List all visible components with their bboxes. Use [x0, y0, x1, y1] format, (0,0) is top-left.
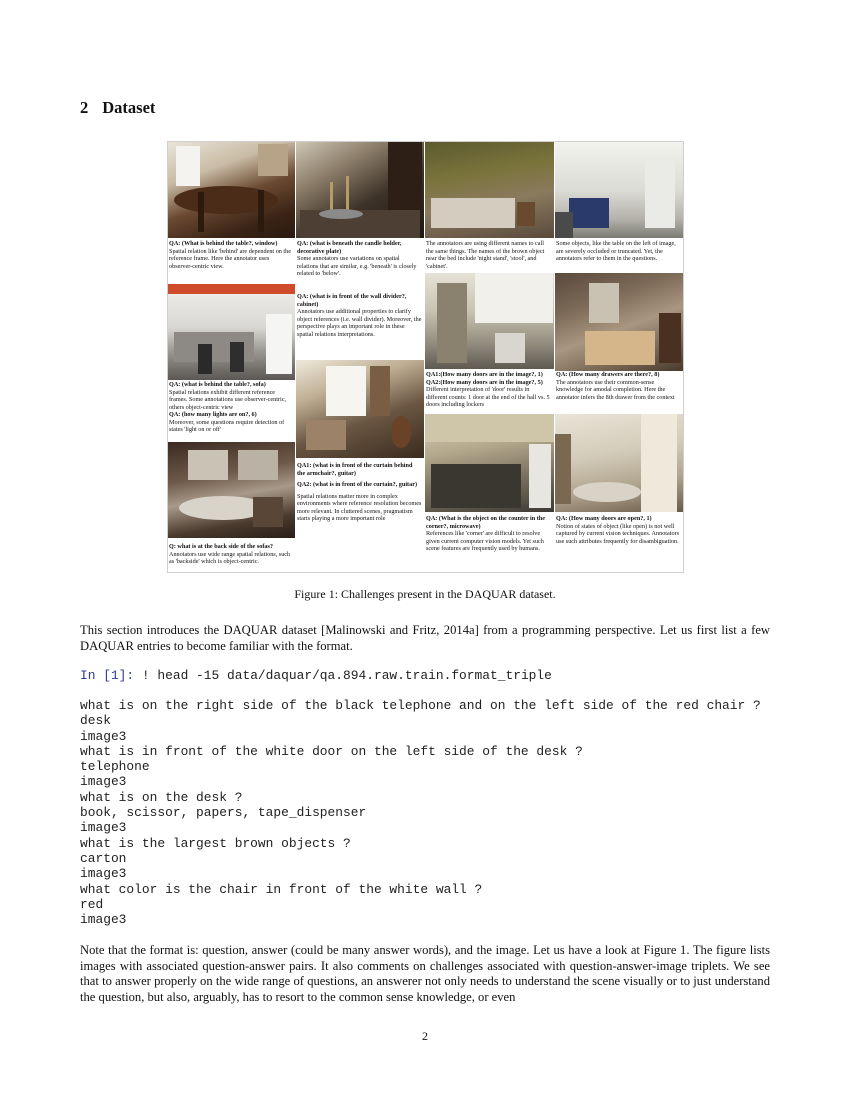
note-paragraph: Note that the format is: question, answer (could be many answer words), and the image. Let us have a look at Figure 1. The figure lists images with associated question-answer pairs. It also comments on challenges associated with question-answer-image triplets. We see that to answer properly on the wide range of questions, an answerer not only needs to understand the scene visually or to just understand the question, but also, arguably, has to resort to the common sense knowledge, or even: [80, 943, 770, 1004]
section-title: Dataset: [102, 98, 156, 117]
kitchen-illustration: [168, 284, 295, 380]
output-line: telephone: [80, 759, 150, 775]
figure-collage: [167, 141, 684, 573]
cell-command: ! head -15 data/daquar/qa.894.raw.train.format_triple: [134, 668, 552, 683]
caption-panel-5: QA: (what is in front of the wall divider?, cabinet) Annotators use additional properties to clarify object references (i.e. wall divider). Moreover, the perspective plays an important role in these spatial relations interpretations.: [297, 293, 422, 338]
output-line: image3: [80, 728, 127, 744]
output-line: what is on the desk ?: [80, 789, 243, 805]
output-line: desk: [80, 713, 111, 729]
output-line: what color is the chair in front of the white wall ?: [80, 881, 483, 897]
office-illustration: [555, 142, 683, 238]
cell-prompt: In [1]:: [80, 668, 135, 683]
photo-candle-holder: [296, 142, 424, 238]
dining-room-illustration: [168, 142, 295, 238]
caption-panel-13: QA: (What is the object on the counter in the corner?, microwave) References like 'corner' are difficult to resolve given current computer vision models. Yet such scene features are frequently used by humans.: [426, 515, 545, 553]
photo-living-room: [168, 442, 295, 538]
open-door-illustration: [555, 414, 683, 512]
caption-panel-3: The annotators are using different names to call the same things. The names of the brown object near the bed include 'night stand', 'stool', and 'cabinet'.: [426, 240, 545, 270]
living-room-illustration: [168, 442, 295, 538]
photo-armchair-guitar: [296, 360, 424, 458]
caption-panel-7: QA: (How many drawers are there?, 8) The annotators use their common-sense knowledge for amodal completion. Here the annotator infers the 8th drawer from the context: [556, 371, 675, 401]
output-line: carton: [80, 850, 127, 866]
drawers-illustration: [555, 273, 683, 371]
output-line: what is the largest brown objects ?: [80, 835, 351, 851]
caption-panel-4: Some objects, like the table on the left of image, are severely occluded or truncated. Yet, the annotators refer to them in the questions.: [556, 240, 676, 263]
bedroom-illustration: [425, 142, 554, 238]
photo-kitchen-counter: [168, 284, 295, 380]
section-heading: [80, 98, 155, 118]
caption-panel-6: QA1:(How many doors are in the image?, 1) QA2:(How many doors are in the image?, 5) Different interpretation of 'door' results in different counts: 1 door at the end of the hall vs. 5 doors including lockers: [426, 371, 550, 409]
page-number: 2: [422, 1029, 428, 1043]
photo-bedroom: [425, 142, 554, 238]
candle-illustration: [296, 142, 424, 238]
caption-panel-2: QA: (what is beneath the candle holder, decorative plate) Some annotators use variations on spatial relations that are similar, e.g. 'beneath' is closely related to 'below'.: [297, 240, 417, 278]
photo-hallway: [425, 273, 554, 369]
caption-panel-14: QA: (How many doors are open?, 1) Notion of states of object (like open) is not well captured by current vision techniques. Annotators use such attributes frequently for disambiguation.: [556, 515, 680, 545]
kitchen-corner-illustration: [425, 414, 554, 512]
output-line: what is in front of the white door on the left side of the desk ?: [80, 743, 583, 759]
code-cell-input: [80, 668, 552, 683]
output-line: image3: [80, 820, 127, 836]
caption-panel-1: QA: (What is behind the table?, window) Spatial relation like 'behind' are dependent on the reference frame. Here the annotator uses observer-centric view.: [169, 240, 291, 270]
intro-paragraph: This section introduces the DAQUAR dataset [Malinowski and Fritz, 2014a] from a programming perspective. Let us first list a few DAQUAR entries to become familiar with the format.: [80, 623, 770, 653]
photo-office: [555, 142, 683, 238]
photo-open-door: [555, 414, 683, 512]
output-line: book, scissor, papers, tape_dispenser: [80, 805, 367, 821]
output-line: image3: [80, 912, 127, 928]
section-number: 2: [80, 98, 89, 117]
photo-drawers: [555, 273, 683, 371]
output-line: image3: [80, 866, 127, 882]
output-line: image3: [80, 774, 127, 790]
code-cell-output: [80, 698, 761, 927]
caption-panel-8: QA: (what is behind the table?, sofa) Spatial relations exhibit different reference frames. Some annotations use observer-centric, others object-centric view QA: (how many lights are on?, 6) Moreover, some questions require detection of states 'light on or off': [169, 381, 287, 434]
hallway-illustration: [425, 273, 554, 369]
output-line: red: [80, 896, 104, 912]
caption-panel-10: QA1: (what is in front of the curtain behind the armchair?, guitar) QA2: (what is in front of the curtain?, guitar) Spatial relations matter more in complex environments where reference resolution becomes more relevant. In cluttered scenes, pragmatism starts playing a more important role: [297, 462, 422, 523]
figure-caption: Figure 1: Challenges present in the DAQUAR dataset.: [294, 587, 556, 601]
photo-dining-room: [168, 142, 295, 238]
photo-kitchen-corner: [425, 414, 554, 512]
armchair-illustration: [296, 360, 424, 458]
output-line: what is on the right side of the black telephone and on the left side of the red chair ?: [80, 698, 761, 713]
caption-panel-12: Q: what is at the back side of the sofas? Annotators use wide range spatial relations, such as 'backside' which is object-centric.: [169, 543, 291, 566]
